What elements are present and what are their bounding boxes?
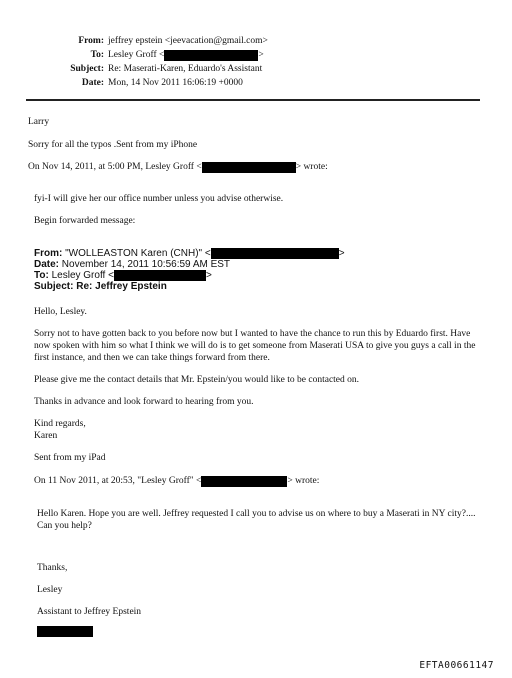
header-date-value: Mon, 14 Nov 2011 16:06:19 +0000 <box>108 78 243 88</box>
header-from-value: jeffrey epstein <jeevacation@gmail.com> <box>108 36 268 46</box>
header-date-row <box>0 76 300 90</box>
email-header <box>0 34 300 90</box>
lesley-title: Assistant to Jeffrey Epstein <box>37 607 142 617</box>
redaction-bar <box>114 270 206 281</box>
karen-sent-from: Sent from my iPad <box>34 453 106 463</box>
fwd-subject-label: Subject: <box>34 281 74 292</box>
fwd-date-label: Date: <box>34 259 60 270</box>
forward-intro: Begin forwarded message: <box>34 216 136 226</box>
fwd-from-row <box>34 248 345 260</box>
reply-quote-line <box>28 161 328 173</box>
header-divider <box>26 99 480 101</box>
header-from-label: From: <box>78 36 104 46</box>
karen-paragraph-contact: Please give me the contact details that Mr. Epstein/you would like to be contacted on. <box>34 375 360 385</box>
karen-quote-suffix: > wrote: <box>287 476 320 486</box>
lesley-paragraph: Hello Karen. Hope you are well. Jeffrey requested I call you to advise us on where to buy a Maserati in NY city?.... Can you help? <box>37 509 476 531</box>
reply-quote-prefix: On Nov 14, 2011, at 5:00 PM, Lesley Groff < <box>28 162 202 172</box>
karen-regards: Kind regards, <box>34 419 86 429</box>
redaction-bar <box>164 50 258 61</box>
header-subject-row <box>0 62 300 76</box>
lesley-name: Lesley <box>37 585 63 595</box>
header-subject-value: Re: Maserati-Karen, Eduardo's Assistant <box>108 64 263 74</box>
lesley-thanks: Thanks, <box>37 563 68 573</box>
header-to-suffix: > <box>258 50 264 60</box>
header-subject-label: Subject: <box>70 64 104 74</box>
fwd-to-label: To: <box>34 270 49 281</box>
fwd-from-label: From: <box>34 248 63 259</box>
karen-paragraph-thanks: Thanks in advance and look forward to hearing from you. <box>34 397 254 407</box>
header-from-row <box>0 34 300 48</box>
fwd-date-value: November 14, 2011 10:56:59 AM EST <box>61 259 231 270</box>
redaction-bar <box>201 476 287 487</box>
fwd-from-suffix: > <box>338 248 345 259</box>
header-to-row <box>0 48 300 62</box>
bates-number: EFTA00661147 <box>419 660 494 671</box>
header-to-prefix: Lesley Groff < <box>108 50 165 60</box>
reply-quote-suffix: > wrote: <box>295 162 328 172</box>
karen-name: Karen <box>34 431 58 441</box>
reply-greeting: Larry <box>28 117 50 127</box>
fwd-to-suffix: > <box>205 270 212 281</box>
fwd-to-prefix: Lesley Groff < <box>51 270 114 281</box>
redaction-bar <box>211 248 339 259</box>
header-date-label: Date: <box>81 78 104 88</box>
redaction-bar <box>202 162 296 173</box>
lesley-note-line: fyi-I will give her our office number unless you advise otherwise. <box>34 194 284 204</box>
fwd-to-row <box>34 270 212 282</box>
fwd-subject-row <box>34 281 167 293</box>
fwd-subject-value: Re: Jeffrey Epstein <box>76 281 167 292</box>
header-to-label: To: <box>90 50 104 60</box>
karen-paragraph: Sorry not to have gotten back to you before now but I wanted to have the chance to run this by Eduardo first. Have now spoken with him so what I think we will do is to get someone from Maserati USA to give you guys a call in the first instance, and then we can take things forward from there. <box>34 329 476 363</box>
karen-quote-prefix: On 11 Nov 2011, at 20:53, "Lesley Groff" < <box>34 476 202 486</box>
fwd-from-prefix: "WOLLEASTON Karen (CNH)" < <box>65 248 211 259</box>
karen-hello: Hello, Lesley. <box>34 307 87 317</box>
reply-line: Sorry for all the typos .Sent from my iPhone <box>28 140 198 150</box>
redaction-bar <box>37 626 93 637</box>
karen-quote-line <box>34 475 319 487</box>
fwd-date-row <box>34 259 230 271</box>
